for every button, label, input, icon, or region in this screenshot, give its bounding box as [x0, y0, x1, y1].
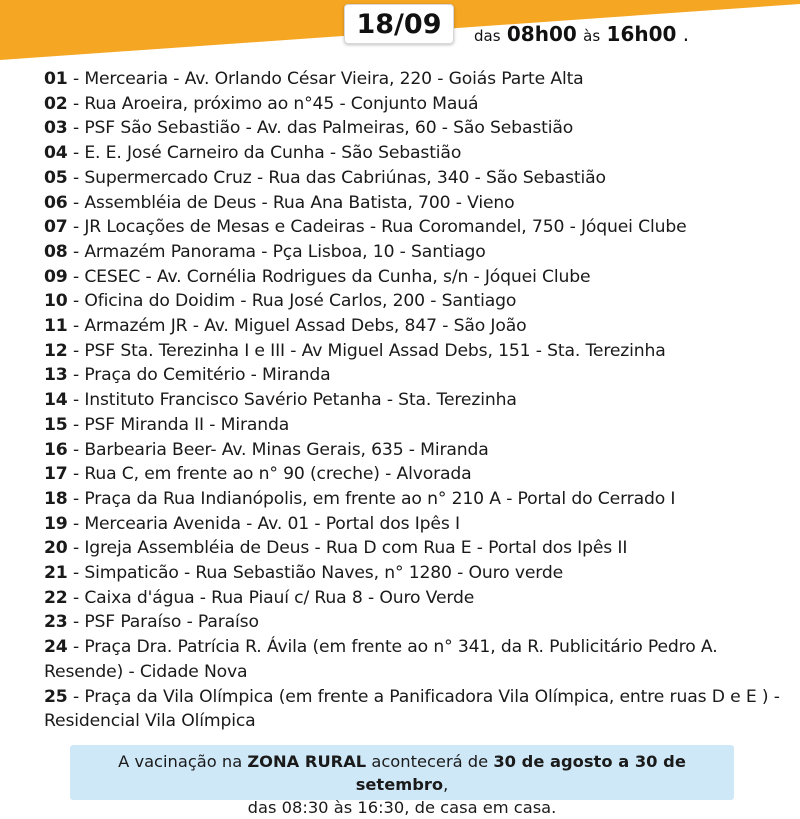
location-text: PSF Miranda II - Miranda — [84, 414, 290, 435]
location-text: E. E. José Carneiro da Cunha - São Sebastião — [84, 143, 462, 164]
location-item — [44, 512, 784, 537]
location-number: 15 — [44, 414, 68, 435]
location-separator: - — [67, 612, 85, 633]
time-range — [474, 22, 689, 46]
location-number: 08 — [44, 241, 68, 262]
notice-intro: A vacinação na — [118, 752, 243, 771]
location-text: PSF Sta. Terezinha I e III - Av Miguel Assad Debs, 151 - Sta. Terezinha — [84, 340, 666, 361]
location-item — [44, 413, 784, 438]
location-number: 13 — [44, 365, 68, 386]
location-separator: - — [67, 587, 85, 608]
location-separator: - — [67, 390, 85, 411]
location-separator: - — [67, 488, 85, 509]
location-item — [44, 116, 784, 141]
location-item — [44, 388, 784, 413]
date-text: 18/09 — [356, 8, 442, 40]
location-text: PSF São Sebastião - Av. das Palmeiras, 60 - São Sebastião — [84, 118, 574, 139]
location-text: Instituto Francisco Savério Petanha - Sta. Terezinha — [84, 390, 517, 411]
location-text: CESEC - Av. Cornélia Rodrigues da Cunha, s/n - Jóquei Clube — [84, 266, 591, 287]
location-number: 21 — [44, 563, 68, 584]
location-number: 24 — [44, 637, 68, 658]
location-separator: - — [67, 241, 85, 262]
location-number: 12 — [44, 340, 68, 361]
location-separator: - — [67, 93, 85, 114]
location-number: 25 — [44, 686, 68, 707]
location-item — [44, 191, 784, 216]
location-separator: - — [67, 563, 85, 584]
location-separator: - — [67, 439, 85, 460]
location-item — [44, 166, 784, 191]
location-item — [44, 240, 784, 265]
location-separator: - — [67, 143, 85, 164]
location-text: Supermercado Cruz - Rua das Cabriúnas, 340 - São Sebastião — [84, 167, 606, 188]
location-text: Igreja Assembléia de Deus - Rua D com Rua E - Portal dos Ipês II — [84, 538, 628, 559]
location-number: 01 — [44, 69, 68, 89]
location-item — [44, 487, 784, 512]
location-item — [44, 363, 784, 388]
location-text: Praça da Rua Indianópolis, em frente ao n° 210 A - Portal do Cerrado I — [84, 488, 676, 509]
location-text: Rua C, em frente ao n° 90 (creche) - Alvorada — [84, 464, 472, 485]
location-item — [44, 536, 784, 561]
location-item — [44, 635, 784, 684]
location-number: 07 — [44, 217, 68, 238]
location-number: 18 — [44, 488, 68, 509]
location-number: 23 — [44, 612, 68, 633]
location-item — [44, 215, 784, 240]
location-text: Praça Dra. Patrícia R. Ávila (em frente ao n° 341, da R. Publicitário Pedro A. Resende) - Cidade Nova — [44, 637, 718, 682]
time-connector: às — [583, 27, 601, 45]
location-number: 11 — [44, 316, 68, 337]
time-end: 16h00 — [606, 22, 677, 46]
location-item — [44, 67, 784, 92]
location-text: JR Locações de Mesas e Cadeiras - Rua Coromandel, 750 - Jóquei Clube — [84, 217, 687, 238]
location-separator: - — [67, 637, 85, 658]
location-number: 06 — [44, 192, 68, 213]
location-separator: - — [67, 513, 85, 534]
location-separator: - — [67, 538, 85, 559]
location-item — [44, 438, 784, 463]
time-start: 08h00 — [506, 22, 577, 46]
location-separator: - — [67, 316, 85, 337]
location-separator: - — [67, 217, 85, 238]
location-number: 19 — [44, 513, 68, 534]
location-number: 04 — [44, 143, 68, 164]
location-text: Mercearia Avenida - Av. 01 - Portal dos Ipês I — [84, 513, 460, 534]
location-separator: - — [67, 69, 85, 89]
notice-line-1 — [70, 750, 734, 796]
date-badge — [344, 4, 454, 44]
location-separator: - — [67, 686, 85, 707]
vaccination-locations-list — [44, 67, 784, 734]
location-text: Caixa d'água - Rua Piauí c/ Rua 8 - Ouro Verde — [84, 587, 475, 608]
location-text: Armazém Panorama - Pça Lisboa, 10 - Santiago — [84, 241, 486, 262]
notice-zone: ZONA RURAL — [247, 752, 367, 771]
location-item — [44, 289, 784, 314]
location-separator: - — [67, 340, 85, 361]
location-separator: - — [67, 464, 85, 485]
location-item — [44, 462, 784, 487]
location-separator: - — [67, 365, 85, 386]
location-text: Assembléia de Deus - Rua Ana Batista, 700 - Vieno — [84, 192, 515, 213]
location-item — [44, 685, 784, 734]
location-number: 22 — [44, 587, 68, 608]
location-item — [44, 339, 784, 364]
location-text: Mercearia - Av. Orlando César Vieira, 220 - Goiás Parte Alta — [84, 69, 584, 89]
location-item — [44, 586, 784, 611]
location-number: 16 — [44, 439, 68, 460]
location-number: 05 — [44, 167, 68, 188]
time-prefix: das — [474, 27, 501, 45]
location-item — [44, 314, 784, 339]
location-separator: - — [67, 192, 85, 213]
location-number: 10 — [44, 291, 68, 312]
location-text: Praça da Vila Olímpica (em frente a Panificadora Vila Olímpica, entre ruas D e E ) - Residencial Vila Olímpica — [44, 686, 780, 732]
location-text: Praça do Cemitério - Miranda — [84, 365, 331, 386]
location-text: Rua Aroeira, próximo ao n°45 - Conjunto Mauá — [84, 93, 479, 114]
location-item — [44, 610, 784, 635]
location-separator: - — [67, 291, 85, 312]
location-text: Armazém JR - Av. Miguel Assad Debs, 847 - São João — [84, 316, 527, 337]
location-item — [44, 265, 784, 290]
location-text: Oficina do Doidim - Rua José Carlos, 200 - Santiago — [84, 291, 517, 312]
location-number: 14 — [44, 390, 68, 411]
location-separator: - — [67, 167, 85, 188]
location-number: 03 — [44, 118, 68, 139]
location-number: 09 — [44, 266, 68, 287]
notice-middle: acontecerá de — [371, 752, 489, 771]
location-separator: - — [67, 266, 85, 287]
location-text: Simpaticão - Rua Sebastião Naves, n° 1280 - Ouro verde — [84, 563, 564, 584]
notice-line-2: das 08:30 às 16:30, de casa em casa. — [247, 798, 557, 817]
notice-comma: , — [443, 775, 449, 794]
location-separator: - — [67, 118, 85, 139]
location-item — [44, 141, 784, 166]
location-number: 20 — [44, 538, 68, 559]
location-text: Barbearia Beer- Av. Minas Gerais, 635 - Miranda — [84, 439, 489, 460]
location-number: 17 — [44, 464, 68, 485]
location-separator: - — [67, 414, 85, 435]
rural-zone-notice — [70, 745, 734, 817]
location-item — [44, 561, 784, 586]
location-text: PSF Paraíso - Paraíso — [84, 612, 259, 633]
time-suffix: . — [682, 22, 690, 46]
location-item — [44, 92, 784, 117]
notice-period: 30 de agosto a 30 de setembro — [355, 752, 686, 794]
location-number: 02 — [44, 93, 68, 114]
